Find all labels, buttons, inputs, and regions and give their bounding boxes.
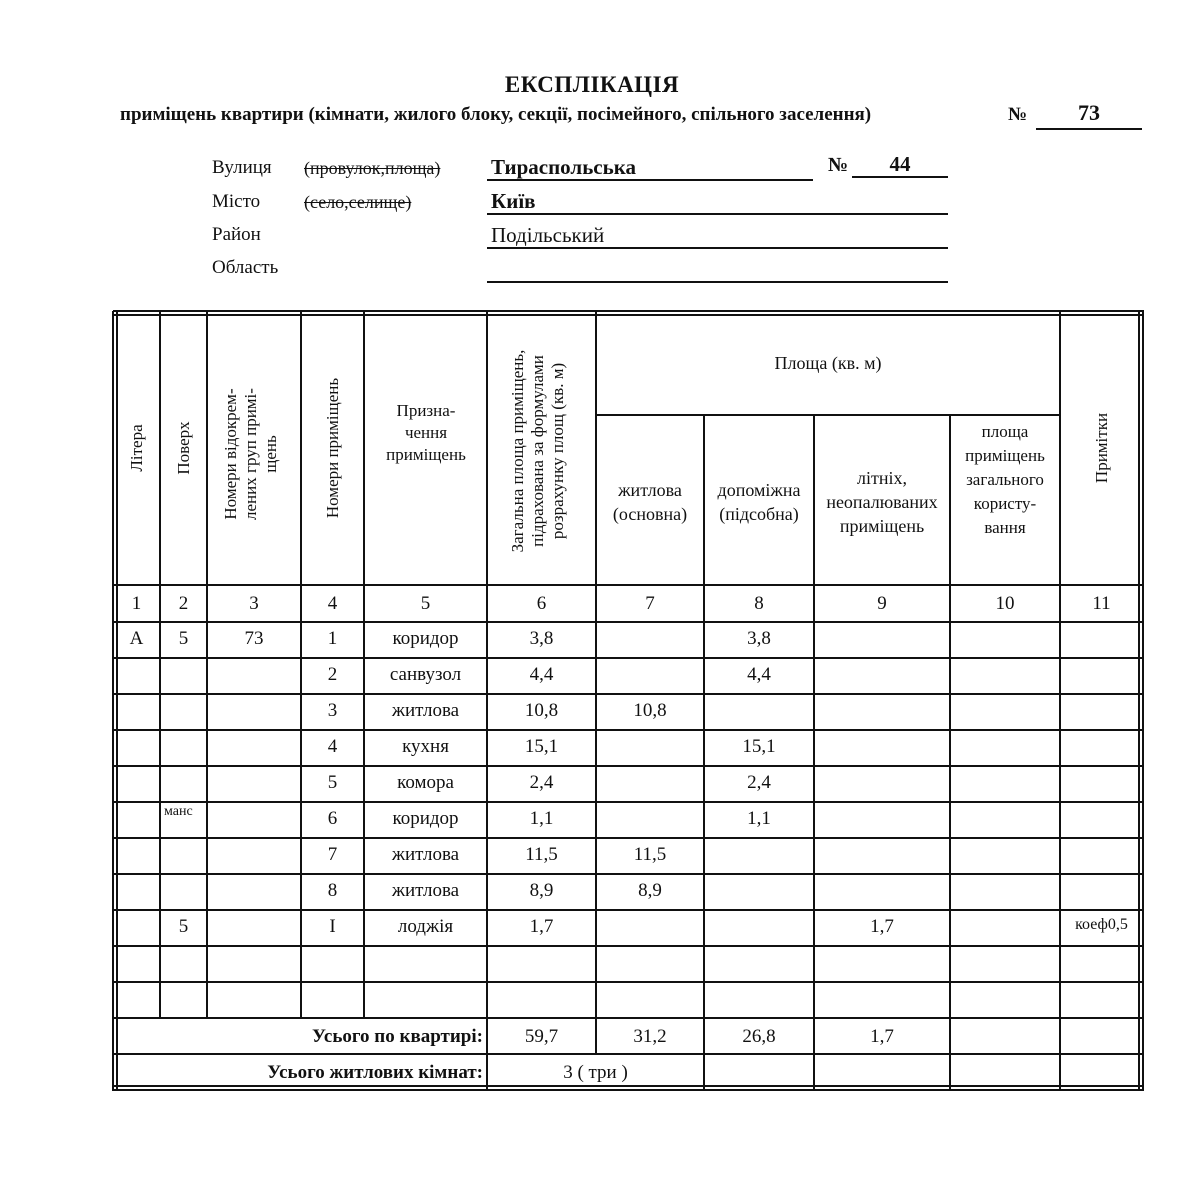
column-number-row-top (113, 584, 1144, 586)
total-value: 26,8 (742, 1026, 776, 1047)
column-number: 6 (536, 593, 547, 614)
header-auxiliary-area: допоміжна (підсобна) (717, 480, 801, 524)
grid-line (159, 311, 161, 1019)
table-cell: А (129, 628, 144, 649)
column-number-row-bottom (113, 621, 1144, 623)
table-cell: 5 (327, 772, 338, 793)
document-title: ЕКСПЛІКАЦІЯ (504, 72, 680, 97)
column-number: 9 (877, 593, 887, 614)
house-number: 44 (852, 152, 948, 178)
street-value: Тираспольська (487, 155, 813, 181)
column-number: 11 (1092, 593, 1111, 614)
header-total-area: Загальна площа приміщень, підрахована за формулами розрахунку площ (кв. м) (508, 349, 567, 553)
column-number: 1 (131, 593, 142, 614)
table-cell: 11,5 (525, 844, 558, 865)
table-cell: житлова (391, 700, 460, 721)
total-value: 1,7 (870, 1026, 894, 1047)
table-cell: 8 (327, 880, 338, 901)
table-cell: I (329, 916, 336, 937)
row-line (113, 981, 1144, 983)
table-cell: 5 (178, 628, 189, 649)
table-cell: 2,4 (747, 772, 771, 793)
header-litera: Літера (127, 424, 146, 472)
table-cell: 15,1 (742, 736, 776, 757)
header-floor: Поверх (174, 421, 193, 475)
column-number: 3 (249, 593, 259, 614)
table-cell: 1,1 (747, 808, 771, 829)
table-cell: житлова (391, 880, 460, 901)
table-cell: 11,5 (633, 844, 667, 865)
table-cell: 6 (327, 808, 338, 829)
table-right-inner-border (1138, 311, 1140, 1091)
table-cell: 1,1 (529, 808, 554, 829)
table-cell: коридор (392, 628, 459, 649)
row-line (113, 873, 1144, 875)
table-top-inner-border (113, 314, 1144, 316)
total-value: 31,2 (633, 1026, 667, 1047)
row-line (113, 801, 1144, 803)
total-apartment-label: Усього по квартирі: (312, 1026, 483, 1047)
header-purpose: Призна- чення приміщень (386, 401, 466, 464)
grid-line (1059, 311, 1061, 1091)
table-cell: 1 (327, 628, 338, 649)
table-cell: 2,4 (529, 772, 554, 793)
table-cell: санвузол (389, 664, 462, 685)
table-cell: 8,9 (529, 880, 554, 901)
number-sign: № (1008, 104, 1028, 125)
table-cell: 7 (327, 844, 338, 865)
table-cell: комора (397, 772, 454, 793)
row-line (113, 765, 1144, 767)
region-label: Область (212, 257, 279, 278)
header-notes: Примітки (1092, 412, 1111, 484)
column-number: 4 (327, 593, 338, 614)
document-subtitle: приміщень квартири (кімнати, жилого блоку, секції, посімейного, спільного заселення) (120, 104, 872, 125)
table-cell: 10,8 (524, 700, 559, 721)
table-cell: 8,9 (638, 880, 662, 901)
street-struck-text: (провулок,площа) (304, 158, 441, 178)
header-room-numbers: Номери приміщень (323, 377, 342, 519)
total-living-rooms-value: 3 ( три ) (563, 1062, 628, 1083)
column-number: 7 (645, 593, 655, 614)
row-line (113, 909, 1144, 911)
total-living-rooms-label: Усього житлових кімнат: (267, 1062, 483, 1083)
row-line (113, 693, 1144, 695)
header-area-group: Площа (кв. м) (774, 353, 882, 373)
table-cell: житлова (391, 844, 460, 865)
header-living-area: житлова (основна) (612, 480, 688, 524)
city-value: Київ (487, 189, 948, 215)
table-cell: 3 (327, 700, 338, 721)
district-label: Район (212, 224, 261, 245)
city-struck-text: (село,селище) (304, 192, 412, 212)
grid-line (949, 415, 951, 1091)
table-cell: коеф0,5 (1075, 916, 1128, 933)
area-subheader-line (596, 414, 1061, 416)
table-top-border (113, 310, 1144, 312)
table-cell: манс (164, 804, 193, 819)
table-right-border (1142, 311, 1144, 1091)
row-line (113, 1017, 1144, 1019)
table-bottom-inner-border (113, 1085, 1144, 1087)
table-cell: 1,7 (870, 916, 894, 937)
table-cell: 10,8 (633, 700, 667, 721)
row-line (113, 657, 1144, 659)
table-cell: 4 (327, 736, 338, 757)
row-line (113, 945, 1144, 947)
table-cell: 73 (244, 628, 264, 649)
row-line (113, 837, 1144, 839)
column-number: 8 (754, 593, 764, 614)
table-cell: 3,8 (747, 628, 771, 649)
table-cell: 1,7 (529, 916, 554, 937)
table-cell: 5 (178, 916, 189, 937)
column-number: 2 (178, 593, 189, 614)
table-left-border (112, 311, 114, 1091)
column-number: 5 (420, 593, 431, 614)
header-group-numbers: Номери відокрем- лених груп примі- щень (221, 388, 280, 520)
street-label: Вулиця (212, 157, 272, 178)
table-cell: 4,4 (747, 664, 771, 685)
district-value: Подільський (487, 223, 948, 249)
table-cell: лоджія (397, 916, 454, 937)
table-left-inner-border (116, 311, 118, 1091)
total-row-bottom (113, 1053, 1144, 1055)
table-cell: 4,4 (529, 664, 554, 685)
table-cell: кухня (402, 736, 449, 757)
table-cell: 2 (327, 664, 338, 685)
total-value: 59,7 (524, 1026, 559, 1047)
table-cell: 15,1 (524, 736, 559, 757)
row-line (113, 729, 1144, 731)
house-number-sign: № (828, 154, 849, 176)
column-number: 10 (995, 593, 1015, 614)
grid-line (206, 311, 208, 1019)
header-common-area: площа приміщень загального користу- вання (965, 422, 1045, 537)
table-bottom-border (113, 1089, 1144, 1091)
table-cell: 3,8 (529, 628, 554, 649)
table-cell: коридор (392, 808, 459, 829)
header-summer-area: літніх, неопалюваних приміщень (826, 468, 938, 536)
apartment-number: 73 (1036, 100, 1142, 130)
city-label: Місто (212, 191, 261, 212)
